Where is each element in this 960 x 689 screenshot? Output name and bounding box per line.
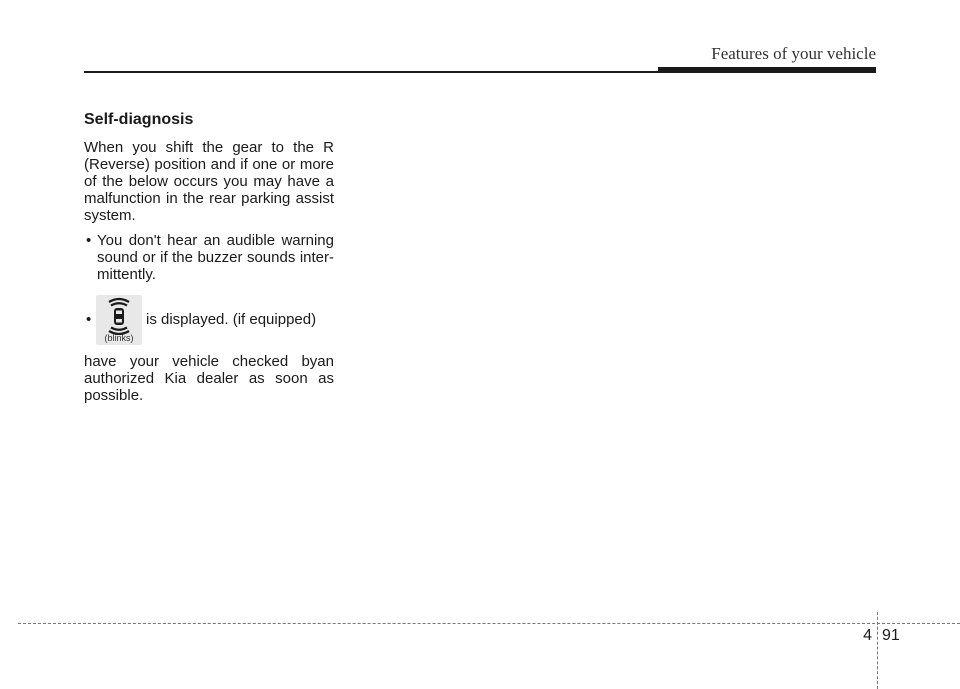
chapter-number: 4 xyxy=(863,627,872,644)
page-number: 91 xyxy=(882,627,900,644)
footer-rule xyxy=(18,623,960,624)
car-sensor-icon xyxy=(96,295,142,335)
header-rule-accent xyxy=(658,67,876,72)
icon-item-text: is displayed. (if equipped) xyxy=(146,311,317,328)
bullet-item-icon xyxy=(84,295,334,347)
bullet-marker: • xyxy=(86,232,92,249)
parking-assist-warning-icon xyxy=(96,295,142,345)
icon-caption: (blinks) xyxy=(104,333,134,343)
bullet-item xyxy=(84,232,334,283)
section-title: Self-diagnosis xyxy=(84,111,194,128)
content-column xyxy=(84,110,334,412)
bullet-marker: • xyxy=(86,311,92,328)
bullet-text: You don't hear an audible warning sound or if the buzzer sounds inter-mittently. xyxy=(97,232,334,283)
page-header-title: Features of your vehicle xyxy=(711,44,876,63)
closing-paragraph: have your vehicle checked byan authorized Kia dealer as soon as possible. xyxy=(84,353,334,404)
intro-paragraph: When you shift the gear to the R (Reverse) position and if one or more of the below occurs you may have a malfunction in the rear parking assist system. xyxy=(84,139,334,224)
footer-divider xyxy=(877,612,878,689)
